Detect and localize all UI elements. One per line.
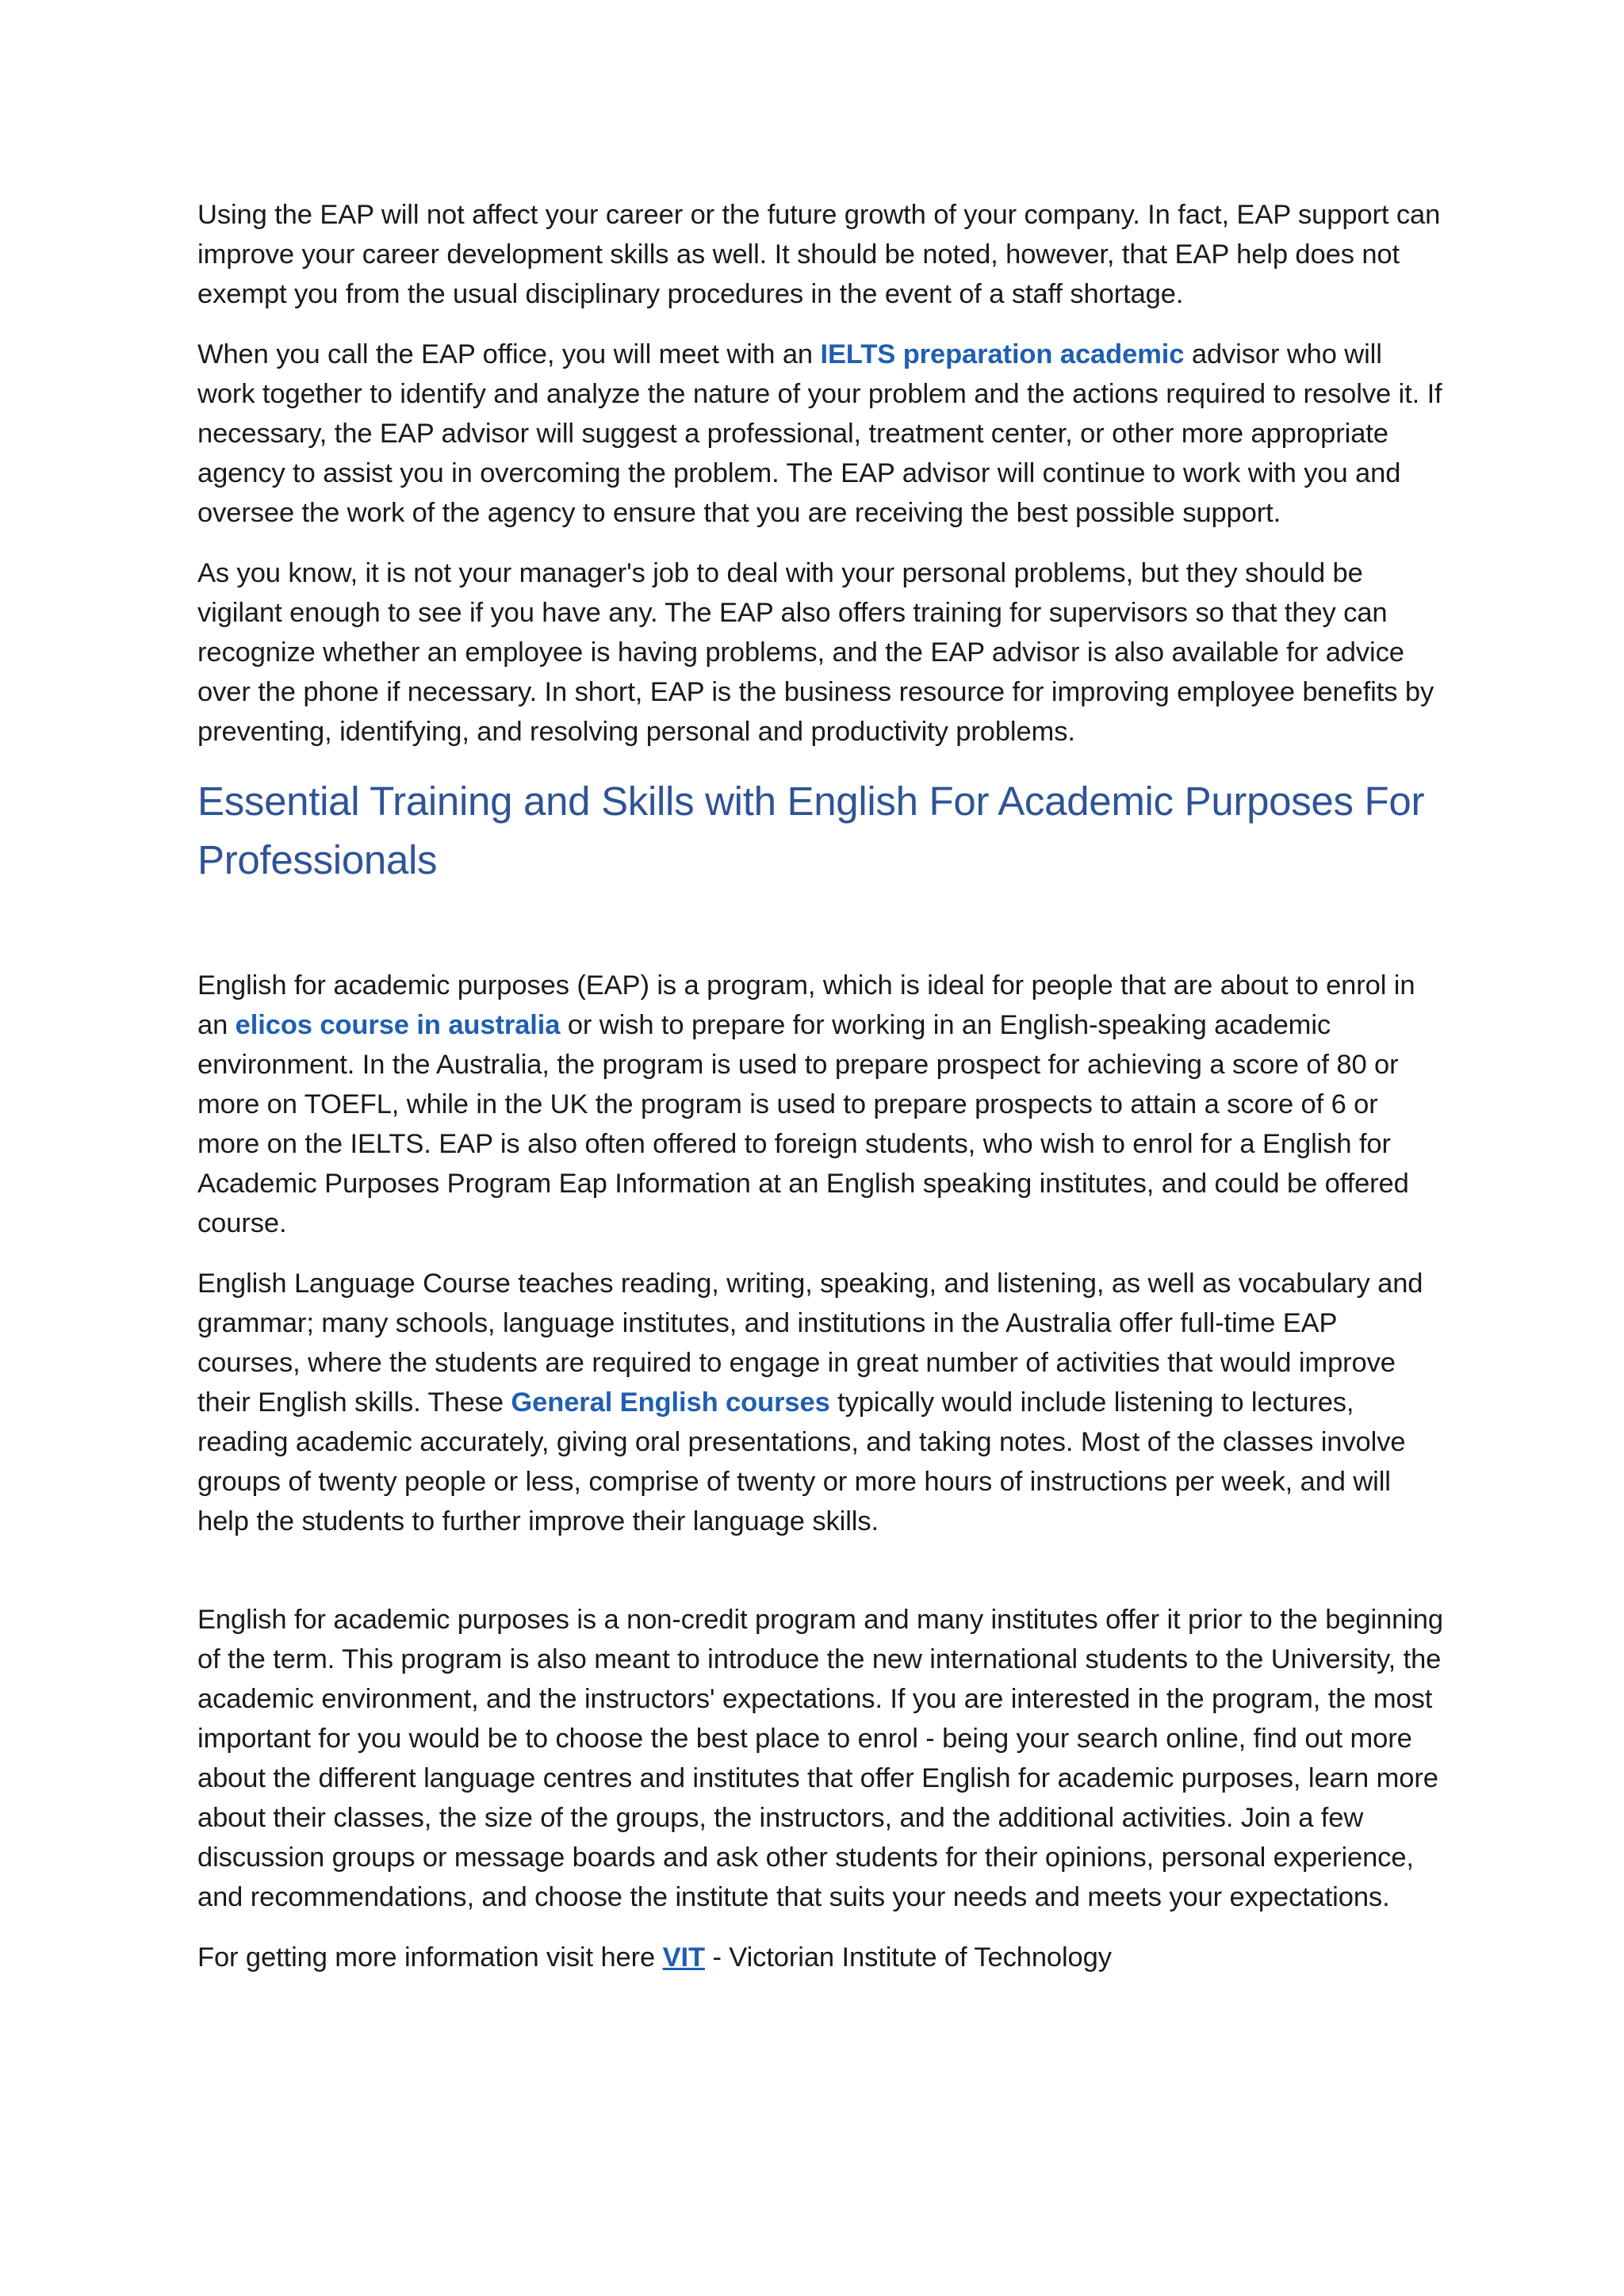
vit-link[interactable]: VIT	[662, 1942, 705, 1973]
paragraph-non-credit-program: English for academic purposes is a non-credit program and many institutes offer it prior to the beginning of the term. This program is also meant to introduce the new international students to the University, the academic environment, and the instructors' expectations. If you are interested in the program, the most important for you would be to choose the best place to enrol - being your search online, find out more about the different language centres and institutes that offer English for academic purposes, learn more about their classes, the size of the groups, the instructors, and the additional activities. Join a few discussion groups or message boards and ask other students for their opinions, personal experience, and recommendations, and choose the institute that suits your needs and meets your expectations.	[197, 1605, 1443, 1912]
paragraph-text: When you call the EAP office, you will meet with an	[197, 339, 821, 369]
paragraph-text: typically would include listening to lectures, reading academic accurately, giving oral presentations, and taking notes. Most of the classes involve groups of twenty people or less, comprise of twenty or more hours of instructions per week, and will help the students to further improve their language skills.	[197, 1387, 1406, 1536]
paragraph-more-info	[197, 1938, 1446, 1977]
paragraph-text: or wish to prepare for working in an English-speaking academic environment. In the Australia, the program is used to prepare prospect for achieving a score of 80 or more on TOEFL, while in the UK the program is used to prepare prospects to attain a score of 6 or more on the IELTS. EAP is also often offered to foreign students, who wish to enrol for a English for Academic Purposes Program Eap Information at an English speaking institutes, and could be offered course.	[197, 1010, 1409, 1238]
paragraph-manager-role: As you know, it is not your manager's job to deal with your personal problems, but they should be vigilant enough to see if you have any. The EAP also offers training for supervisors so that they can recognize whether an employee is having problems, and the EAP advisor is also available for advice over the phone if necessary. In short, EAP is the business resource for improving employee benefits by preventing, identifying, and resolving personal and productivity problems.	[197, 558, 1434, 747]
paragraph-text: For getting more information visit here	[197, 1942, 663, 1973]
section-heading: Essential Training and Skills with English For Academic Purposes For Professionals	[197, 779, 1425, 882]
paragraph-eap-program	[197, 966, 1446, 1243]
paragraph-text: - Victorian Institute of Technology	[704, 1942, 1112, 1973]
elicos-course-link[interactable]: elicos course in australia	[235, 1010, 561, 1040]
paragraph-text: English for academic purposes (EAP) is a program, which is ideal for people that are about to enrol in an	[197, 970, 1415, 1040]
paragraph-text: English Language Course teaches reading, writing, speaking, and listening, as well as vocabulary and grammar; many schools, language institutes, and institutions in the Australia offer full-time EAP courses, where the students are required to engage in great number of activities that would improve their English skills. These	[197, 1269, 1423, 1418]
general-english-courses-link[interactable]: General English courses	[511, 1387, 830, 1418]
paragraph-text: advisor who will work together to identify and analyze the nature of your problem and the actions required to resolve it. If necessary, the EAP advisor will suggest a professional, treatment center, or other more appropriate agency to assist you in overcoming the problem. The EAP advisor will continue to work with you and oversee the work of the agency to ensure that you are receiving the best possible support.	[197, 339, 1442, 528]
ielts-preparation-link[interactable]: IELTS preparation academic	[820, 339, 1185, 369]
paragraph-language-course	[197, 1264, 1446, 1541]
paragraph-eap-career: Using the EAP will not affect your career or the future growth of your company. In fact, EAP support can improve your career development skills as well. It should be noted, however, that EAP help does not exempt you from the usual disciplinary procedures in the event of a staff shortage.	[197, 200, 1441, 309]
paragraph-eap-office	[197, 335, 1446, 533]
document-body	[197, 195, 1446, 1998]
